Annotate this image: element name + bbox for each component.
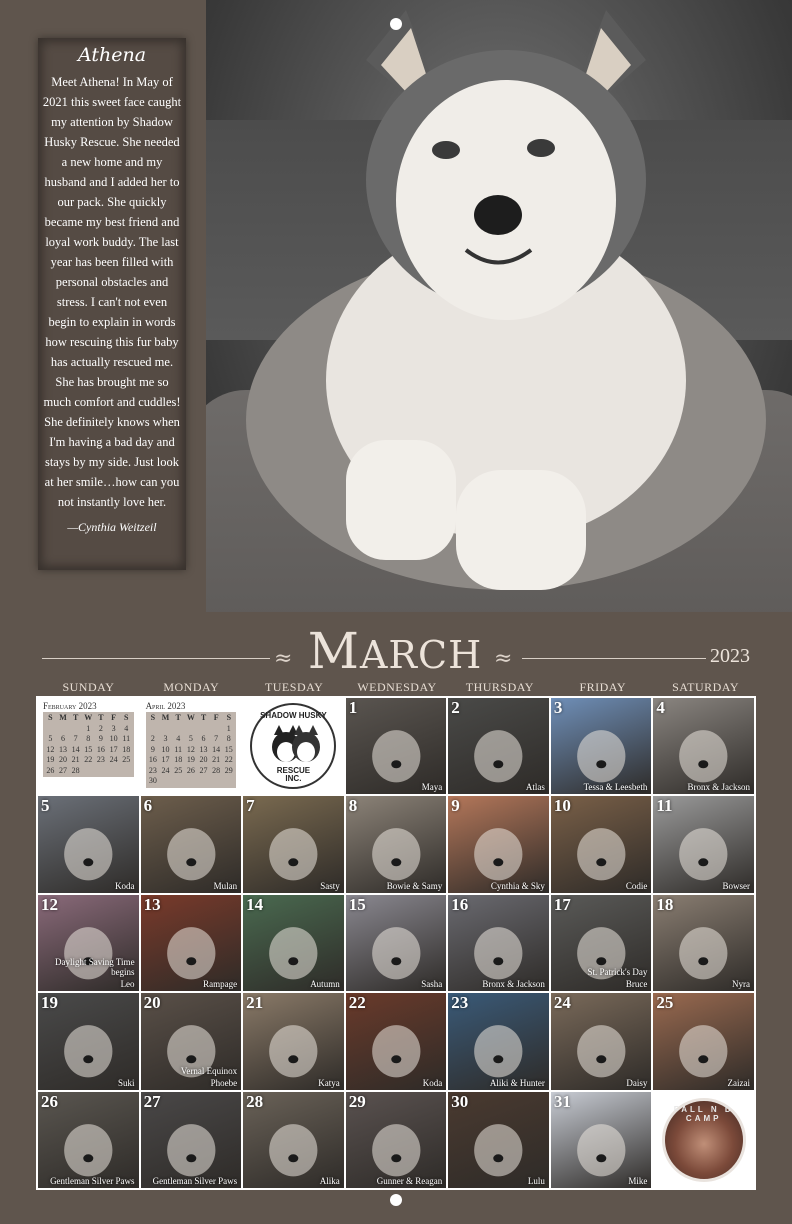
- day-cell: [38, 796, 139, 892]
- day-cell: [653, 993, 754, 1089]
- mini-weekday-header: T: [98, 713, 104, 722]
- day-cell: [346, 993, 447, 1089]
- dog-name-caption: Koda: [422, 1077, 443, 1088]
- mini-day: 9: [98, 734, 103, 743]
- dog-name-caption: Rampage: [203, 979, 238, 990]
- mini-day: 13: [199, 744, 208, 754]
- day-cell: [653, 698, 754, 794]
- mini-day: 23: [148, 765, 157, 775]
- day-number: 22: [348, 993, 366, 1013]
- binding-hole-bottom: [390, 1194, 402, 1206]
- dow-friday: FRIDAY: [579, 680, 627, 694]
- dog-name-caption: Codie: [625, 880, 648, 891]
- day-number: 30: [451, 1091, 469, 1111]
- rescue-logo-cell: [243, 698, 344, 794]
- dog-photo: [141, 796, 242, 892]
- mini-day: 8: [86, 734, 91, 743]
- dow-saturday: SATURDAY: [672, 680, 740, 694]
- camp-stamp-cell: [653, 1092, 754, 1188]
- mini-day: 5: [188, 734, 193, 743]
- day-number: 27: [143, 1091, 161, 1111]
- mini-day: 19: [46, 755, 55, 764]
- mini-weekday-header: S: [124, 713, 129, 722]
- mini-day: [159, 776, 172, 787]
- dog-name-caption: Zaizai: [727, 1077, 750, 1088]
- hero-dog-photo: [206, 0, 792, 612]
- mini-day: 14: [212, 744, 221, 754]
- dog-name-caption: Daisy: [626, 1077, 648, 1088]
- day-cell: [448, 698, 549, 794]
- day-cell: [38, 993, 139, 1089]
- dog-name-caption: Nyra: [731, 979, 750, 990]
- mini-day: 4: [124, 723, 129, 733]
- dow-wednesday: WEDNESDAY: [357, 680, 437, 694]
- dog-name-caption: Cynthia & Sky: [490, 880, 545, 891]
- mini-day: 26: [46, 765, 55, 775]
- mini-day: [82, 766, 95, 777]
- day-number: 20: [143, 993, 161, 1013]
- day-cell: [141, 993, 242, 1089]
- mini-day: [185, 776, 198, 787]
- dog-name-caption: Katya: [318, 1077, 340, 1088]
- mini-weekday-header: M: [161, 713, 170, 722]
- mini-calendar-february: [38, 698, 139, 794]
- mini-weekday-header: F: [213, 713, 219, 722]
- day-number: 12: [41, 894, 58, 914]
- dog-photo: [346, 698, 447, 794]
- day-cell: [653, 796, 754, 892]
- mini-day: [107, 766, 120, 777]
- dog-name-caption: Leo: [120, 979, 135, 990]
- mini-day: 28: [212, 765, 221, 775]
- dog-name-caption: Bowie & Samy: [386, 880, 443, 891]
- day-number: 29: [348, 1091, 366, 1111]
- day-cell: [346, 895, 447, 991]
- mini-day: 22: [84, 755, 93, 764]
- mini-day: [210, 724, 223, 735]
- mini-calendar-title: February 2023: [43, 701, 97, 711]
- dog-name-caption: Autumn: [310, 979, 340, 990]
- mini-day: 22: [224, 755, 233, 764]
- day-number: 11: [656, 796, 673, 816]
- day-cell: [551, 698, 652, 794]
- mini-day: 26: [186, 765, 195, 775]
- mini-day: 30: [148, 776, 157, 785]
- dow-tuesday: TUESDAY: [264, 680, 324, 694]
- holiday-note: Daylight Saving Time begins: [55, 957, 135, 978]
- day-number: 10: [553, 796, 571, 816]
- day-cell: [346, 698, 447, 794]
- day-number: 23: [451, 993, 469, 1013]
- mini-day: 6: [60, 734, 65, 743]
- day-number: 2: [451, 698, 460, 717]
- mini-day: 18: [122, 744, 131, 754]
- mini-day: 7: [214, 734, 219, 743]
- day-cell: [346, 796, 447, 892]
- mini-day: 25: [174, 765, 183, 775]
- mini-day: 23: [96, 755, 105, 764]
- mini-day: 1: [86, 723, 91, 733]
- day-number: 13: [143, 894, 161, 914]
- mini-weekday-header: F: [111, 713, 117, 722]
- dog-name-caption: Aliki & Hunter: [489, 1077, 545, 1088]
- mini-day: [159, 724, 172, 735]
- month-rest: ARCH: [359, 633, 483, 677]
- day-number: 8: [348, 796, 358, 816]
- day-cell: [38, 1092, 139, 1188]
- mini-day: [185, 724, 198, 735]
- mini-day: [172, 776, 185, 787]
- day-number: 1: [348, 698, 358, 717]
- mini-day: [147, 724, 160, 735]
- dog-name-caption: Bronx & Jackson: [482, 979, 545, 990]
- dog-name-caption: Bruce: [625, 979, 648, 990]
- dog-name-caption: Sasty: [320, 880, 340, 891]
- day-cell: [653, 895, 754, 991]
- mini-weekday-header: M: [59, 713, 67, 722]
- mini-day: [197, 724, 210, 735]
- shadow-husky-rescue-logo: [250, 703, 336, 789]
- day-cell: [141, 796, 242, 892]
- day-cell: [551, 796, 652, 892]
- dog-name-caption: Alika: [319, 1176, 340, 1186]
- binding-hole-top: [390, 18, 402, 30]
- day-number: 3: [553, 698, 563, 717]
- mini-weekday-header: W: [84, 713, 93, 722]
- dog-name-caption: Sasha: [421, 979, 443, 990]
- mini-day: [222, 776, 235, 787]
- mini-weekday-header: W: [186, 713, 195, 722]
- flourish-left: ≈: [274, 646, 293, 671]
- mini-day: 8: [226, 734, 231, 743]
- day-cell: [551, 895, 652, 991]
- dog-name-caption: Gentleman Silver Paws: [50, 1176, 135, 1186]
- dog-name-caption: Bronx & Jackson: [687, 782, 750, 793]
- mini-calendar-title: April 2023: [145, 701, 186, 711]
- mini-day: 6: [201, 734, 206, 743]
- day-number: 21: [246, 993, 264, 1013]
- dog-name-caption: Maya: [421, 782, 443, 793]
- logo-inc: INC.: [285, 774, 302, 784]
- day-cell: [448, 1092, 549, 1188]
- mini-weekday-header: S: [226, 713, 232, 722]
- mini-day: 1: [226, 723, 231, 733]
- logo-rescue: RESCUE: [276, 766, 311, 776]
- mini-weekday-header: T: [175, 713, 181, 722]
- dog-name-caption: Gunner & Reagan: [376, 1176, 443, 1186]
- mini-weekday-header: S: [48, 713, 53, 722]
- mini-day: 21: [212, 755, 221, 764]
- mini-day: 3: [163, 734, 168, 743]
- day-number: 5: [41, 796, 50, 816]
- day-cell: [141, 895, 242, 991]
- header-rule-right: [522, 658, 706, 659]
- dog-name-caption: Lulu: [527, 1176, 545, 1186]
- story-title: Athena: [77, 44, 147, 66]
- mini-day: 16: [96, 744, 105, 754]
- mini-day: 28: [71, 765, 80, 775]
- day-cell: [243, 1092, 344, 1188]
- dog-photo: [346, 796, 447, 892]
- mini-day: 5: [48, 734, 53, 743]
- dog-name-caption: Gentleman Silver Paws: [152, 1176, 238, 1186]
- mini-day: 29: [224, 765, 233, 775]
- calendar-grid: [36, 696, 756, 1190]
- mini-day: 2: [150, 734, 155, 743]
- day-cell: [243, 796, 344, 892]
- year-label: 2023: [710, 645, 750, 667]
- dog-photo: [448, 796, 549, 892]
- mini-day: 11: [122, 734, 131, 743]
- dog-photo: [38, 796, 139, 892]
- mini-day: [69, 724, 82, 735]
- mini-day: 13: [58, 744, 67, 754]
- month-title: [300, 622, 490, 680]
- mini-day: 12: [186, 744, 195, 754]
- day-cell: [141, 1092, 242, 1188]
- mini-day: 17: [109, 744, 118, 754]
- stamp-text: FALL N D CAMP: [673, 1104, 734, 1123]
- logo-top-text: SHADOW HUSKY: [260, 711, 327, 721]
- mini-day: 15: [224, 744, 233, 754]
- mini-day: 10: [109, 734, 118, 743]
- mini-day: 24: [109, 755, 118, 764]
- day-number: 31: [553, 1091, 571, 1111]
- dog-name-caption: Bowser: [722, 880, 750, 891]
- day-number: 26: [41, 1091, 58, 1111]
- day-cell: [243, 895, 344, 991]
- mini-weekday-header: S: [150, 713, 156, 722]
- mini-day: 27: [58, 765, 67, 775]
- mini-day: 24: [161, 765, 170, 775]
- dog-photo: [551, 698, 652, 794]
- mini-weekday-header: T: [72, 713, 79, 722]
- mini-day: 20: [199, 755, 208, 764]
- month-initial: M: [307, 622, 360, 680]
- logo-bottom-text: [252, 767, 334, 783]
- dog-name-caption: Atlas: [525, 782, 545, 793]
- day-number: 4: [656, 698, 665, 717]
- dog-name-caption: Koda: [115, 880, 135, 891]
- day-cell: [551, 993, 652, 1089]
- day-number: 25: [656, 993, 674, 1013]
- holiday-note: Vernal Equinox: [180, 1065, 238, 1076]
- mini-day: 12: [46, 744, 55, 754]
- day-number: 7: [246, 796, 255, 816]
- story-signature: —Cynthia Weitzeil: [67, 520, 157, 534]
- mini-day: [95, 766, 108, 777]
- dog-name-caption: Mike: [628, 1176, 648, 1186]
- husky-illustration: [206, 0, 792, 612]
- mini-day: 3: [111, 723, 116, 733]
- dog-name-caption: Mulan: [213, 880, 238, 891]
- mini-calendar-april: [141, 698, 242, 794]
- mini-day: [57, 724, 70, 735]
- day-number: 28: [246, 1091, 264, 1111]
- day-cell: [448, 895, 549, 991]
- dog-name-caption: Suki: [118, 1077, 135, 1088]
- mini-day: 25: [122, 755, 131, 764]
- mini-day: 14: [71, 744, 80, 754]
- day-number: 9: [451, 796, 460, 816]
- mini-day: 16: [148, 755, 157, 764]
- mini-day: 11: [174, 744, 183, 754]
- mini-day: 19: [186, 755, 195, 764]
- header-rule-left: [42, 658, 270, 659]
- day-cell: [448, 796, 549, 892]
- camp-stamp-photo: [662, 1098, 746, 1182]
- day-number: 14: [246, 894, 264, 914]
- day-number: 18: [656, 894, 674, 914]
- mini-day: [44, 724, 57, 735]
- dog-photo: [243, 796, 344, 892]
- day-cell: [551, 1092, 652, 1188]
- mini-weekday-header: T: [200, 713, 207, 722]
- day-number: 16: [451, 894, 469, 914]
- holiday-note: St. Patrick's Day: [587, 967, 648, 978]
- story-body: Meet Athena! In May of 2021 this sweet face caught my attention by Shadow Husky Rescue. She needed a new home and my husband and I added her to our pack. She quickly became my best friend and loyal work buddy. The last year has been filled with personal obstacles and stress. I can't not even begin to explain in words how rescuing this fur baby has actually rescued me. She has brought me so much comfort and cuddles! She definitely knows when I'm having a bad day and stays by my side. Just look at her smile…how can you not instantly love her.: [42, 75, 182, 509]
- dog-name-caption: Tessa & Leesbeth: [583, 782, 648, 793]
- dog-photo: [448, 698, 549, 794]
- day-number: 15: [348, 894, 366, 914]
- dog-photo: [653, 698, 754, 794]
- day-cell: [346, 1092, 447, 1188]
- flourish-right: ≈: [494, 646, 513, 671]
- mini-day: 18: [174, 755, 183, 764]
- mini-day: 17: [161, 755, 170, 764]
- mini-day: 27: [199, 765, 208, 775]
- day-cell: [243, 993, 344, 1089]
- mini-calendar-days: [43, 712, 134, 777]
- day-number: 17: [553, 894, 571, 914]
- day-number: 19: [41, 993, 58, 1013]
- mini-day: [197, 776, 210, 787]
- dow-sunday: SUNDAY: [62, 680, 115, 694]
- mini-day: 4: [176, 734, 181, 743]
- mini-calendar-days: [146, 712, 237, 788]
- mini-day: 20: [58, 755, 67, 764]
- mini-day: 9: [150, 744, 155, 754]
- mini-day: [172, 724, 185, 735]
- day-number: 24: [553, 993, 571, 1013]
- story-panel: [38, 38, 186, 570]
- mini-day: [120, 766, 133, 777]
- day-number: 6: [143, 796, 153, 816]
- day-cell: [38, 895, 139, 991]
- mini-day: 15: [84, 744, 93, 754]
- dow-monday: MONDAY: [163, 680, 220, 694]
- mini-day: 21: [71, 755, 80, 764]
- day-cell: [448, 993, 549, 1089]
- dog-name-caption: Phoebe: [210, 1077, 238, 1088]
- days-of-week: [37, 680, 757, 696]
- mini-day: 2: [98, 723, 103, 733]
- mini-day: 7: [73, 734, 78, 743]
- dow-thursday: THURSDAY: [465, 680, 534, 694]
- mini-day: [210, 776, 223, 787]
- mini-day: 10: [161, 744, 170, 754]
